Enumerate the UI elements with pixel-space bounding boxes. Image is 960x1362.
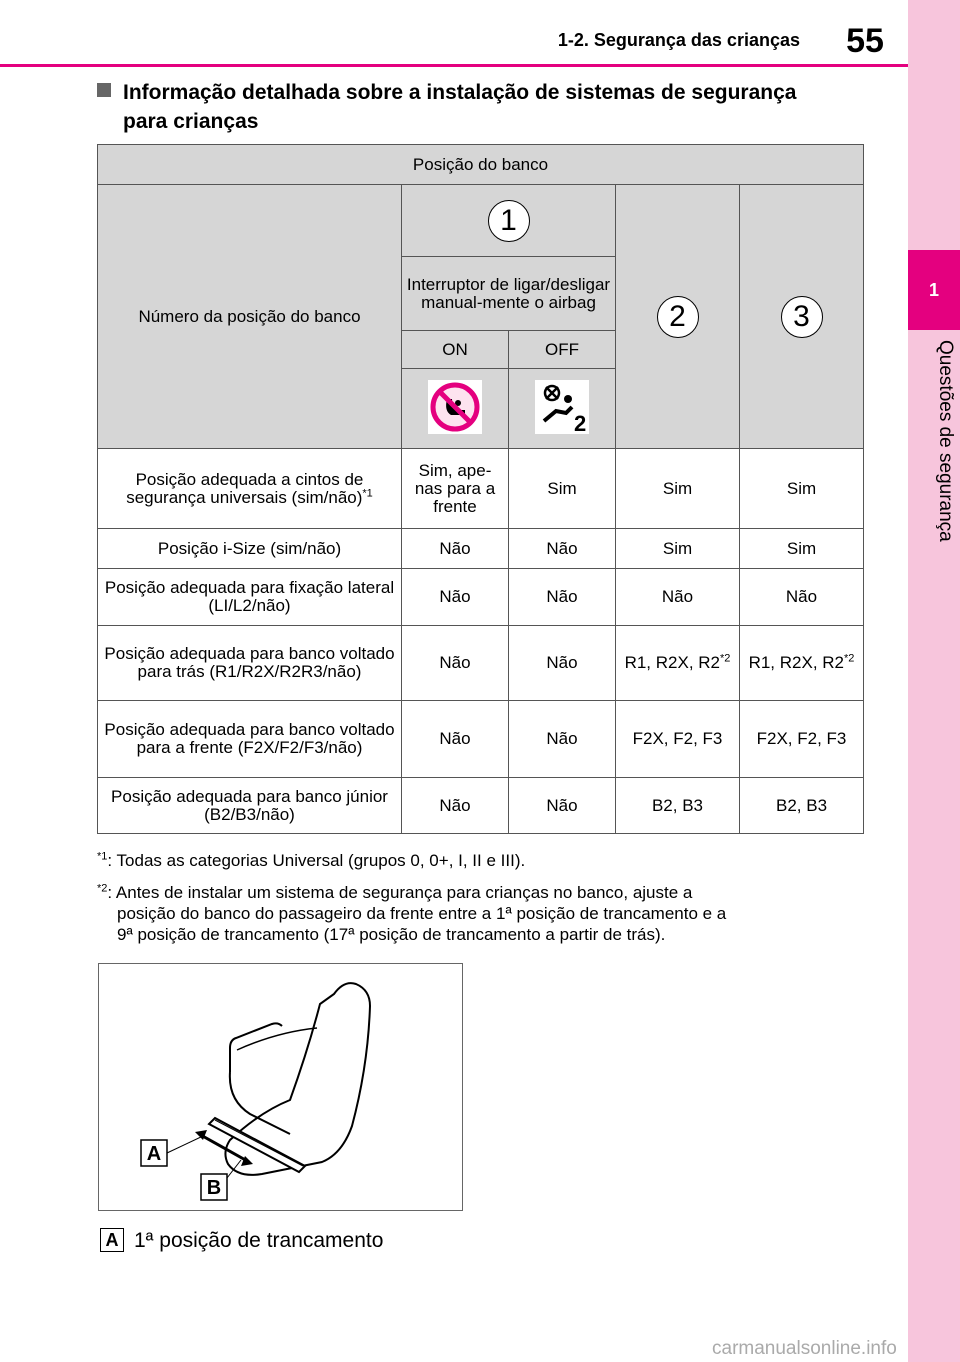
passenger-airbag-off-icon [534,379,590,435]
table-cell: Sim, ape-nas para a frente [402,449,509,529]
table-cell: Não [616,569,740,626]
heading-line-1: Informação detalhada sobre a instalação de sistemas de segurança [123,81,797,104]
heading-line-2: para crianças [123,110,259,133]
chapter-number: 1 [908,250,960,330]
page-number: 55 [846,22,884,60]
table-cell: Sim [740,449,864,529]
table-cell: R1, R2X, R2$^{*2}$ [616,626,740,701]
table-cell: Sim [616,529,740,569]
header-rule [0,64,908,67]
chapter-title: Questões de segurança [935,340,956,542]
footnote-2: $^{*2}$: Antes de instalar um sistema de segurança para crianças no banco, ajuste a posição do banco do passageiro da frente entre a 1ª posição de trancamento e a 9ª posição de trancamento (17ª posição de trancamento a partir de trás). [97,882,727,944]
airbag-on-icon-cell [402,369,509,449]
table-row [98,778,864,834]
off-label: OFF [509,331,616,369]
no-rear-facing-child-seat-icon [427,379,483,435]
table-cell: Não [402,569,509,626]
row-label: Posição adequada a cintos de segurança universais (sim/não)$^{*1}$ [98,449,402,529]
table-cell: Não [402,778,509,834]
table-cell: Não [402,626,509,701]
table-cell: F2X, F2, F3 [740,701,864,778]
table-cell: Não [402,701,509,778]
table-cell: B2, B3 [740,778,864,834]
table-row [98,626,864,701]
seat-drawing [99,964,462,1210]
table-cell: Não [509,529,616,569]
table-cell: B2, B3 [616,778,740,834]
seat-2-circle: 2 [657,296,699,338]
table-cell: Não [509,701,616,778]
row-label: Posição adequada para banco júnior (B2/B3/não) [98,778,402,834]
figure-label-b: B [206,1177,222,1199]
table-top-header: Posição do banco [98,145,864,185]
table-cell: Não [509,626,616,701]
seat-position-table [97,144,864,834]
seat-1-circle: 1 [488,200,530,242]
row-label: Posição adequada para fixação lateral (LI/L2/não) [98,569,402,626]
row-label: Posição i-Size (sim/não) [98,529,402,569]
seat-3-circle: 3 [781,296,823,338]
airbag-switch-label: Interruptor de ligar/desligar manual-mente o airbag [402,257,616,331]
table-cell: Sim [509,449,616,529]
table-cell: F2X, F2, F3 [616,701,740,778]
seat-2-header [616,185,740,449]
seat-number-label: Número da posição do banco [98,185,402,449]
caption-label-a: A [100,1228,124,1252]
watermark: carmanualsonline.info [712,1338,897,1359]
seat-1-header [402,185,616,257]
table-cell: Sim [616,449,740,529]
section-title: 1-2. Segurança das crianças [557,30,800,50]
section-heading [97,78,877,136]
table-cell: Não [509,778,616,834]
side-tab [908,0,960,1362]
figure-label-a: A [146,1143,162,1165]
footnote-1: $^{*1}$: Todas as categorias Universal (grupos 0, 0+, I, II e III). [97,850,526,870]
svg-text:2: 2 [574,410,587,435]
table-row [98,701,864,778]
table-cell: Não [402,529,509,569]
seat-3-header [740,185,864,449]
table-row [98,449,864,529]
table-cell: Sim [740,529,864,569]
row-label: Posição adequada para banco voltado para trás (R1/R2X/R2R3/não) [98,626,402,701]
row-label: Posição adequada para banco voltado para a frente (F2X/F2/F3/não) [98,701,402,778]
table-cell: Não [509,569,616,626]
airbag-off-icon-cell [509,369,616,449]
on-label: ON [402,331,509,369]
square-bullet-icon [97,83,111,97]
seat-illustration [98,963,463,1211]
figure-caption: A 1ª posição de trancamento [100,1228,383,1253]
table-cell: Não [740,569,864,626]
table-cell: R1, R2X, R2$^{*2}$ [740,626,864,701]
table-row [98,569,864,626]
table-row [98,529,864,569]
